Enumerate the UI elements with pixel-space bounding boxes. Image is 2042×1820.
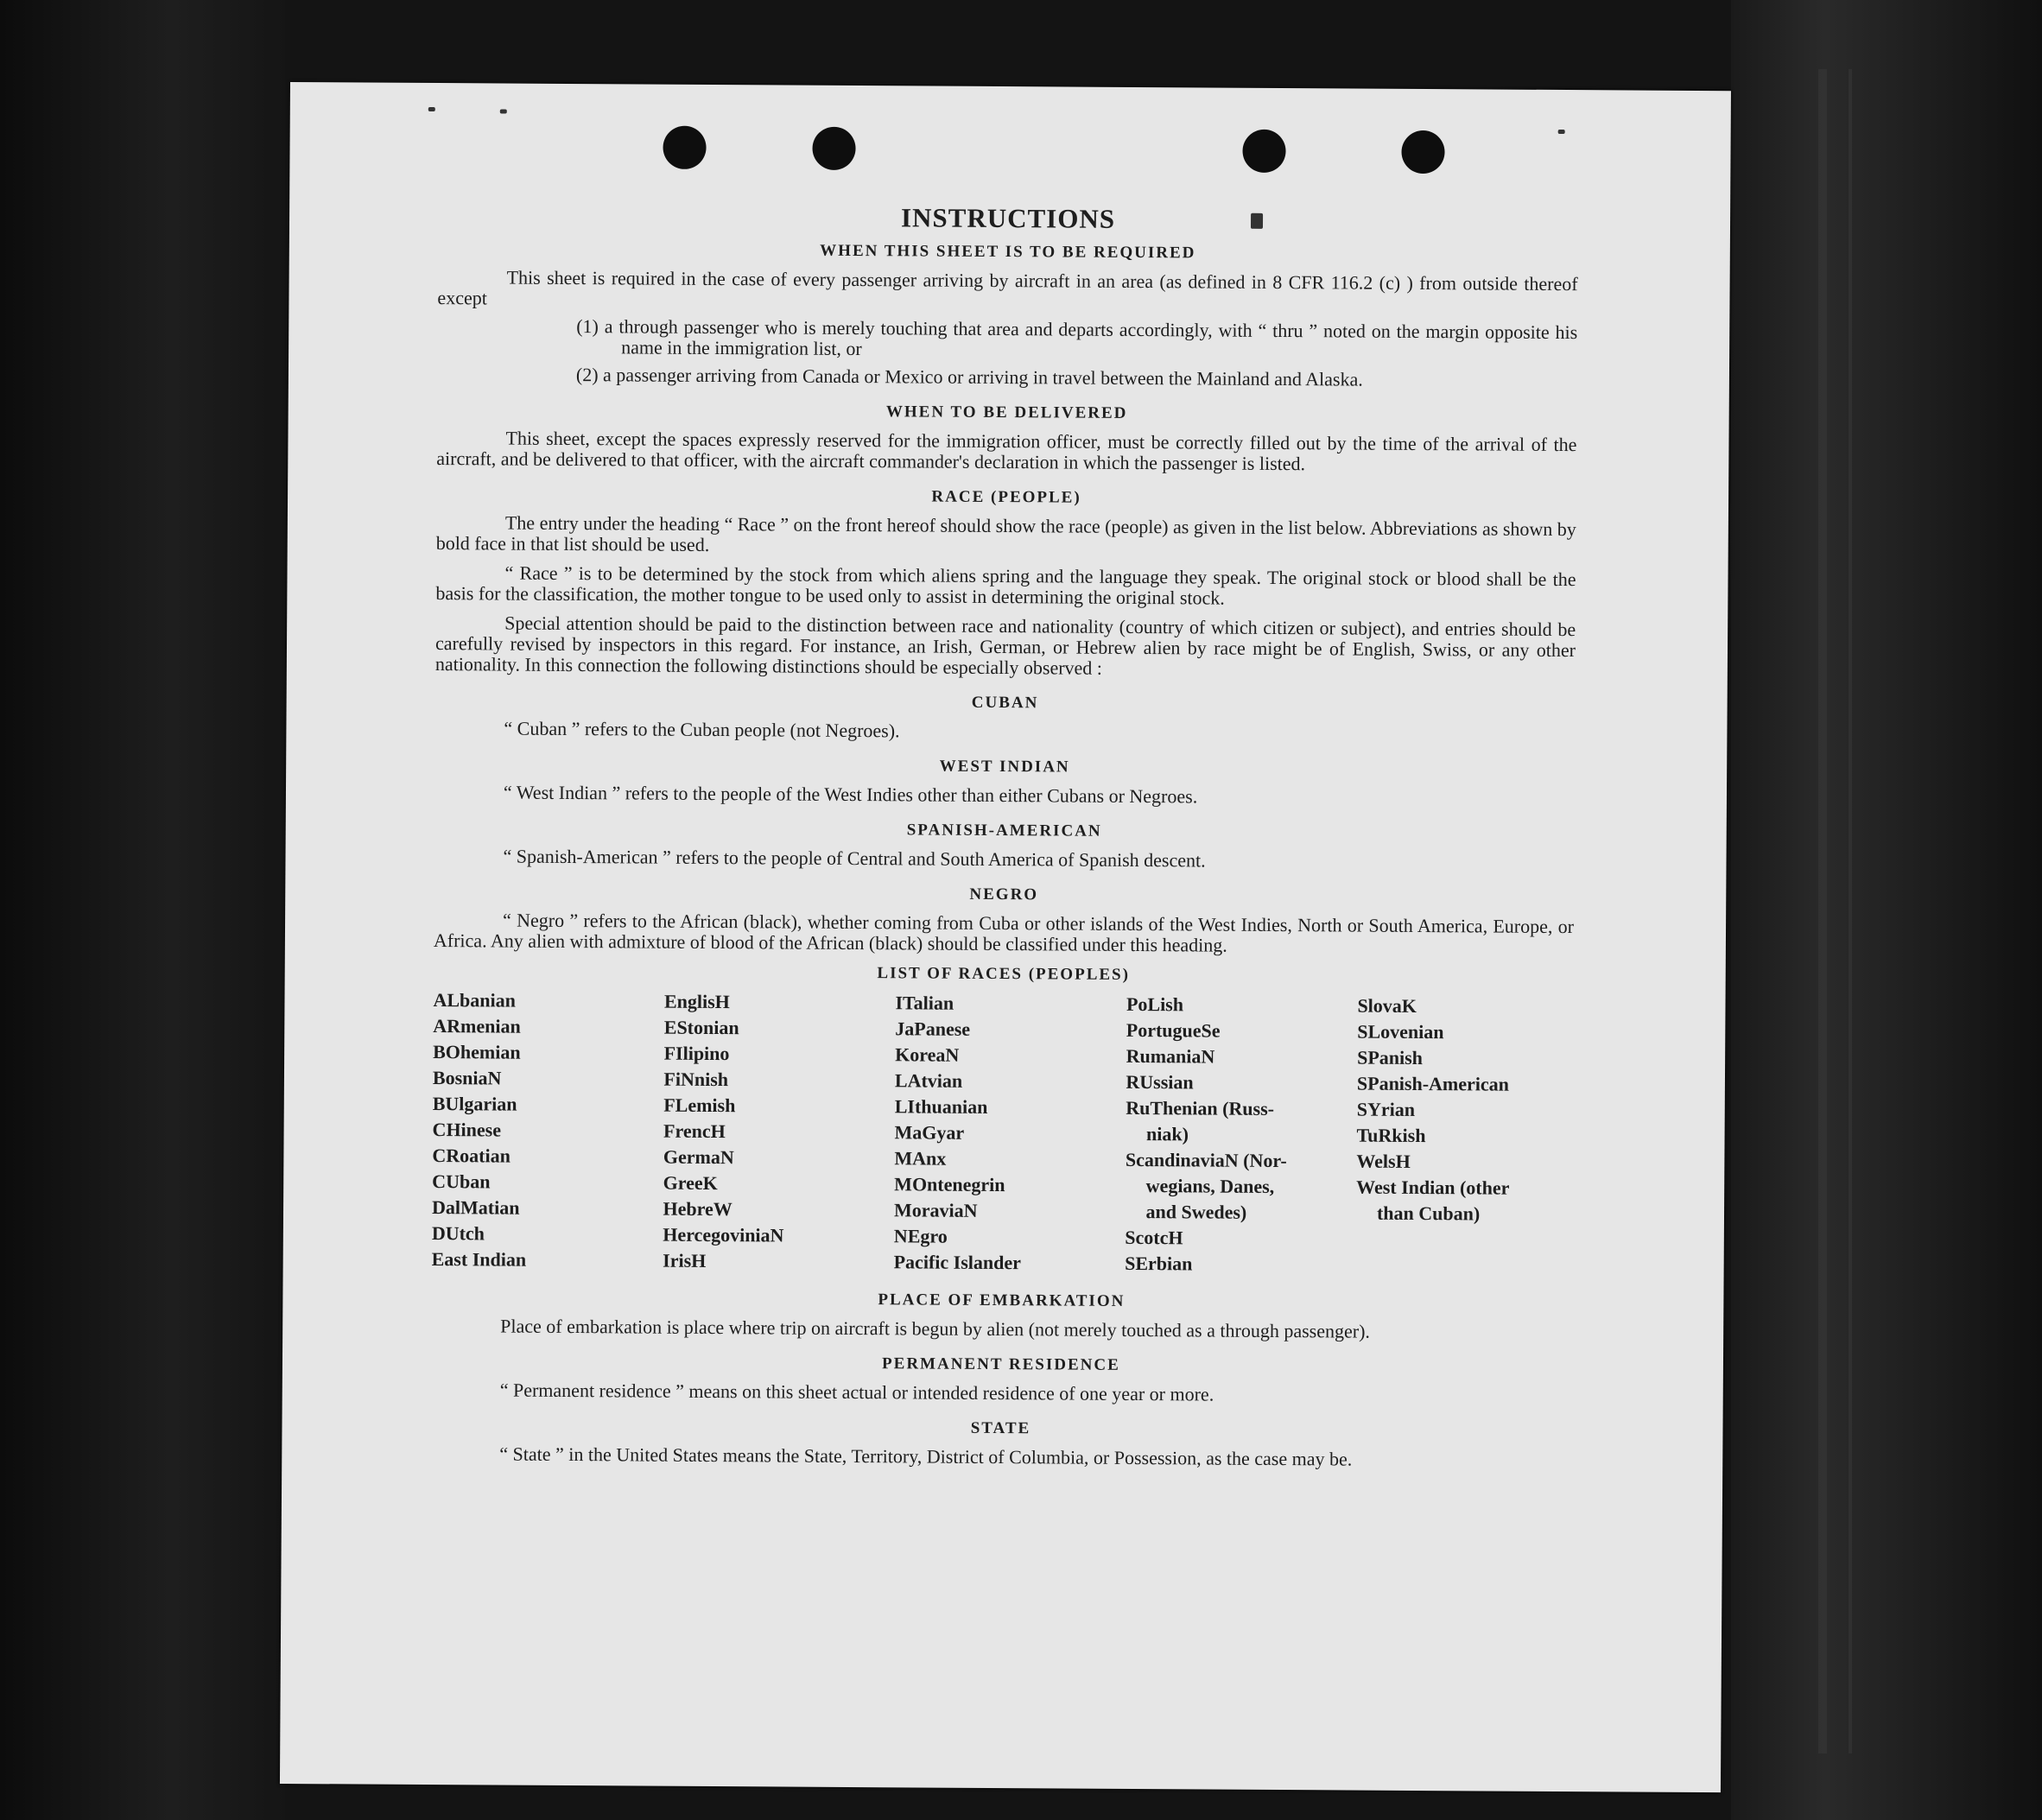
film-streak (1818, 69, 1827, 1753)
race-entry: WelsH (1356, 1150, 1411, 1172)
race-entry: EnglisH (663, 990, 730, 1013)
race-paragraph-3: Special attention should be paid to the distinction between race and nationality (country of which citizen or subject), and entries should be carefully revised by inspectors in this regard. For instance, an Irish, German, or Hebrew alien by race might be of English, Swiss, or any other nationality. In this connection the following distinctions should be especially observed : (434, 612, 1576, 679)
race-entry: PoLish (1126, 992, 1184, 1016)
heading-list-of-races: LIST OF RACES (PEOPLES) (877, 964, 1131, 984)
residence-text: “ Permanent residence ” means on this sheet actual or intended residence of one year or more. (499, 1379, 1214, 1405)
punch-hole (1401, 130, 1444, 174)
races-list (432, 987, 1574, 1279)
speck (1558, 130, 1565, 134)
exception-item-1: (1) a through passenger who is merely touching that area and departs accordingly, with “ thru ” noted on the margin opposite his name in the immigration list, or (576, 315, 1578, 360)
heading-cuban: CUBAN (971, 693, 1039, 713)
heading-permanent-residence: PERMANENT RESIDENCE (882, 1354, 1120, 1374)
heading-when-delivered: WHEN TO BE DELIVERED (885, 403, 1128, 422)
race-entry: than Cuban) (1376, 1202, 1481, 1225)
microfilm-border-left (0, 0, 285, 1820)
race-entry: ALbanian (433, 989, 516, 1011)
races-column-1 (432, 987, 650, 1274)
film-streak (1849, 69, 1852, 1753)
race-entry: Pacific Islander (893, 1251, 1022, 1274)
race-entry: ScotcH (1125, 1226, 1183, 1249)
race-entry: LIthuanian (894, 1095, 988, 1118)
heading-embarkation: PLACE OF EMBARKATION (878, 1290, 1126, 1310)
race-entry: BUlgarian (432, 1093, 517, 1115)
speck (500, 109, 507, 113)
west-indian-text: “ West Indian ” refers to the people of the West Indies other than either Cubans or Negroes. (503, 781, 1198, 808)
race-entry: ARmenian (433, 1015, 521, 1037)
race-entry: SYrian (1356, 1098, 1416, 1120)
race-entry: PortugueSe (1126, 1018, 1221, 1042)
heading-west-indian: WEST INDIAN (939, 757, 1070, 777)
document-page (280, 82, 1731, 1792)
race-entry: BOhemian (433, 1041, 521, 1063)
races-column-5 (1356, 993, 1574, 1280)
race-entry: FrencH (663, 1119, 726, 1143)
embarkation-text: Place of embarkation is place where trip on aircraft is begun by alien (not merely touched as a through passenger). (500, 1315, 1371, 1342)
race-entry: JaPanese (895, 1018, 971, 1040)
race-entry: West Indian (other (1356, 1176, 1510, 1199)
race-entry: MaGyar (894, 1121, 965, 1144)
race-entry: GermaN (663, 1145, 734, 1169)
race-entry: LAtvian (894, 1069, 963, 1092)
race-entry: HebreW (663, 1197, 732, 1221)
spanish-american-text: “ Spanish-American ” refers to the people of Central and South America of Spanish descent. (503, 845, 1206, 872)
race-entry: RumaniaN (1126, 1044, 1215, 1068)
race-entry: IrisH (663, 1249, 707, 1271)
race-paragraph-1: The entry under the heading “ Race ” on the front hereof should show the race (people) as given in the list below. Abbreviations as shown by bold face in that list should be used. (435, 511, 1576, 555)
punch-hole (663, 126, 706, 169)
state-text: “ State ” in the United States means the State, Territory, District of Columbia, or Possession, as the case may be. (499, 1443, 1353, 1470)
race-entry: SLovenian (1357, 1020, 1444, 1043)
cuban-text: “ Cuban ” refers to the Cuban people (not Negroes). (504, 717, 900, 742)
microfilm-border-right (1731, 0, 2042, 1820)
race-entry: CUban (432, 1170, 491, 1193)
race-entry: East Indian (431, 1248, 527, 1271)
race-entry: FLemish (663, 1094, 736, 1117)
punch-hole (1242, 130, 1285, 173)
race-entry: CHinese (432, 1119, 502, 1141)
race-entry: RuThenian (Russ- (1126, 1096, 1275, 1119)
page-title: INSTRUCTIONS (900, 202, 1116, 234)
race-entry: BosniaN (432, 1067, 502, 1089)
race-entry: RUssian (1126, 1070, 1194, 1094)
race-entry: and Swedes) (1145, 1201, 1247, 1223)
race-entry: EStonian (663, 1016, 739, 1039)
race-entry: MOntenegrin (894, 1173, 1005, 1196)
heading-when-required: WHEN THIS SHEET IS TO BE REQUIRED (820, 241, 1196, 263)
heading-spanish-american: SPANISH-AMERICAN (906, 821, 1102, 840)
race-entry: GreeK (663, 1171, 718, 1195)
race-entry: SlovaK (1357, 994, 1417, 1017)
heading-negro: NEGRO (969, 885, 1039, 904)
race-entry: TuRkish (1356, 1124, 1426, 1147)
heading-race: RACE (PEOPLE) (931, 487, 1081, 507)
race-entry: FiNnish (663, 1068, 729, 1091)
punch-hole (812, 127, 855, 170)
race-entry: MAnx (894, 1147, 947, 1170)
race-entry: SErbian (1125, 1252, 1193, 1275)
negro-text: “ Negro ” refers to the African (black), whether coming from Cuba or other islands of the West Indies, North or South America, Europe, or Africa. Any alien with admixture of blood of the African (black) should be classified under this heading. (433, 909, 1575, 956)
race-entry: ScandinaviaN (Nor- (1125, 1148, 1287, 1172)
required-intro: This sheet is required in the case of every passenger arriving by aircraft in an area (as defined in 8 CFR 116.2 (c) ) from outside thereof except (437, 266, 1578, 309)
delivered-text: This sheet, except the spaces expressly reserved for the immigration officer, must be correctly filled out by the time of the arrival of the aircraft, and be delivered to that officer, with the aircraft commander's declaration in which the passenger is listed. (436, 427, 1577, 475)
races-column-2 (663, 989, 880, 1276)
race-entry: MoraviaN (893, 1199, 978, 1221)
instructions-content (430, 200, 1578, 1471)
race-entry: wegians, Danes, (1145, 1175, 1275, 1197)
races-column-3 (894, 990, 1112, 1277)
race-entry: FIlipino (663, 1042, 730, 1065)
races-column-4 (1125, 992, 1342, 1278)
race-entry: HercegoviniaN (663, 1223, 784, 1246)
speck (428, 107, 435, 111)
race-entry: DalMatian (431, 1196, 520, 1219)
race-entry: SPanish (1357, 1046, 1424, 1069)
heading-state: STATE (970, 1418, 1031, 1438)
race-entry: SPanish-American (1356, 1072, 1510, 1095)
race-entry: ITalian (895, 992, 954, 1014)
race-entry: NEgro (893, 1225, 948, 1247)
race-entry: DUtch (431, 1222, 485, 1245)
race-paragraph-2: “ Race ” is to be determined by the stock from which aliens spring and the language they speak. The original stock or blood shall be the basis for the classification, the mother tongue to be used only to assist in determining the original stock. (435, 561, 1576, 609)
race-entry: KoreaN (895, 1043, 960, 1066)
exception-item-2: (2) a passenger arriving from Canada or Mexico or arriving in travel between the Mainland and Alaska. (575, 364, 1363, 390)
race-entry: CRoatian (432, 1145, 510, 1167)
race-entry: niak) (1146, 1123, 1189, 1145)
